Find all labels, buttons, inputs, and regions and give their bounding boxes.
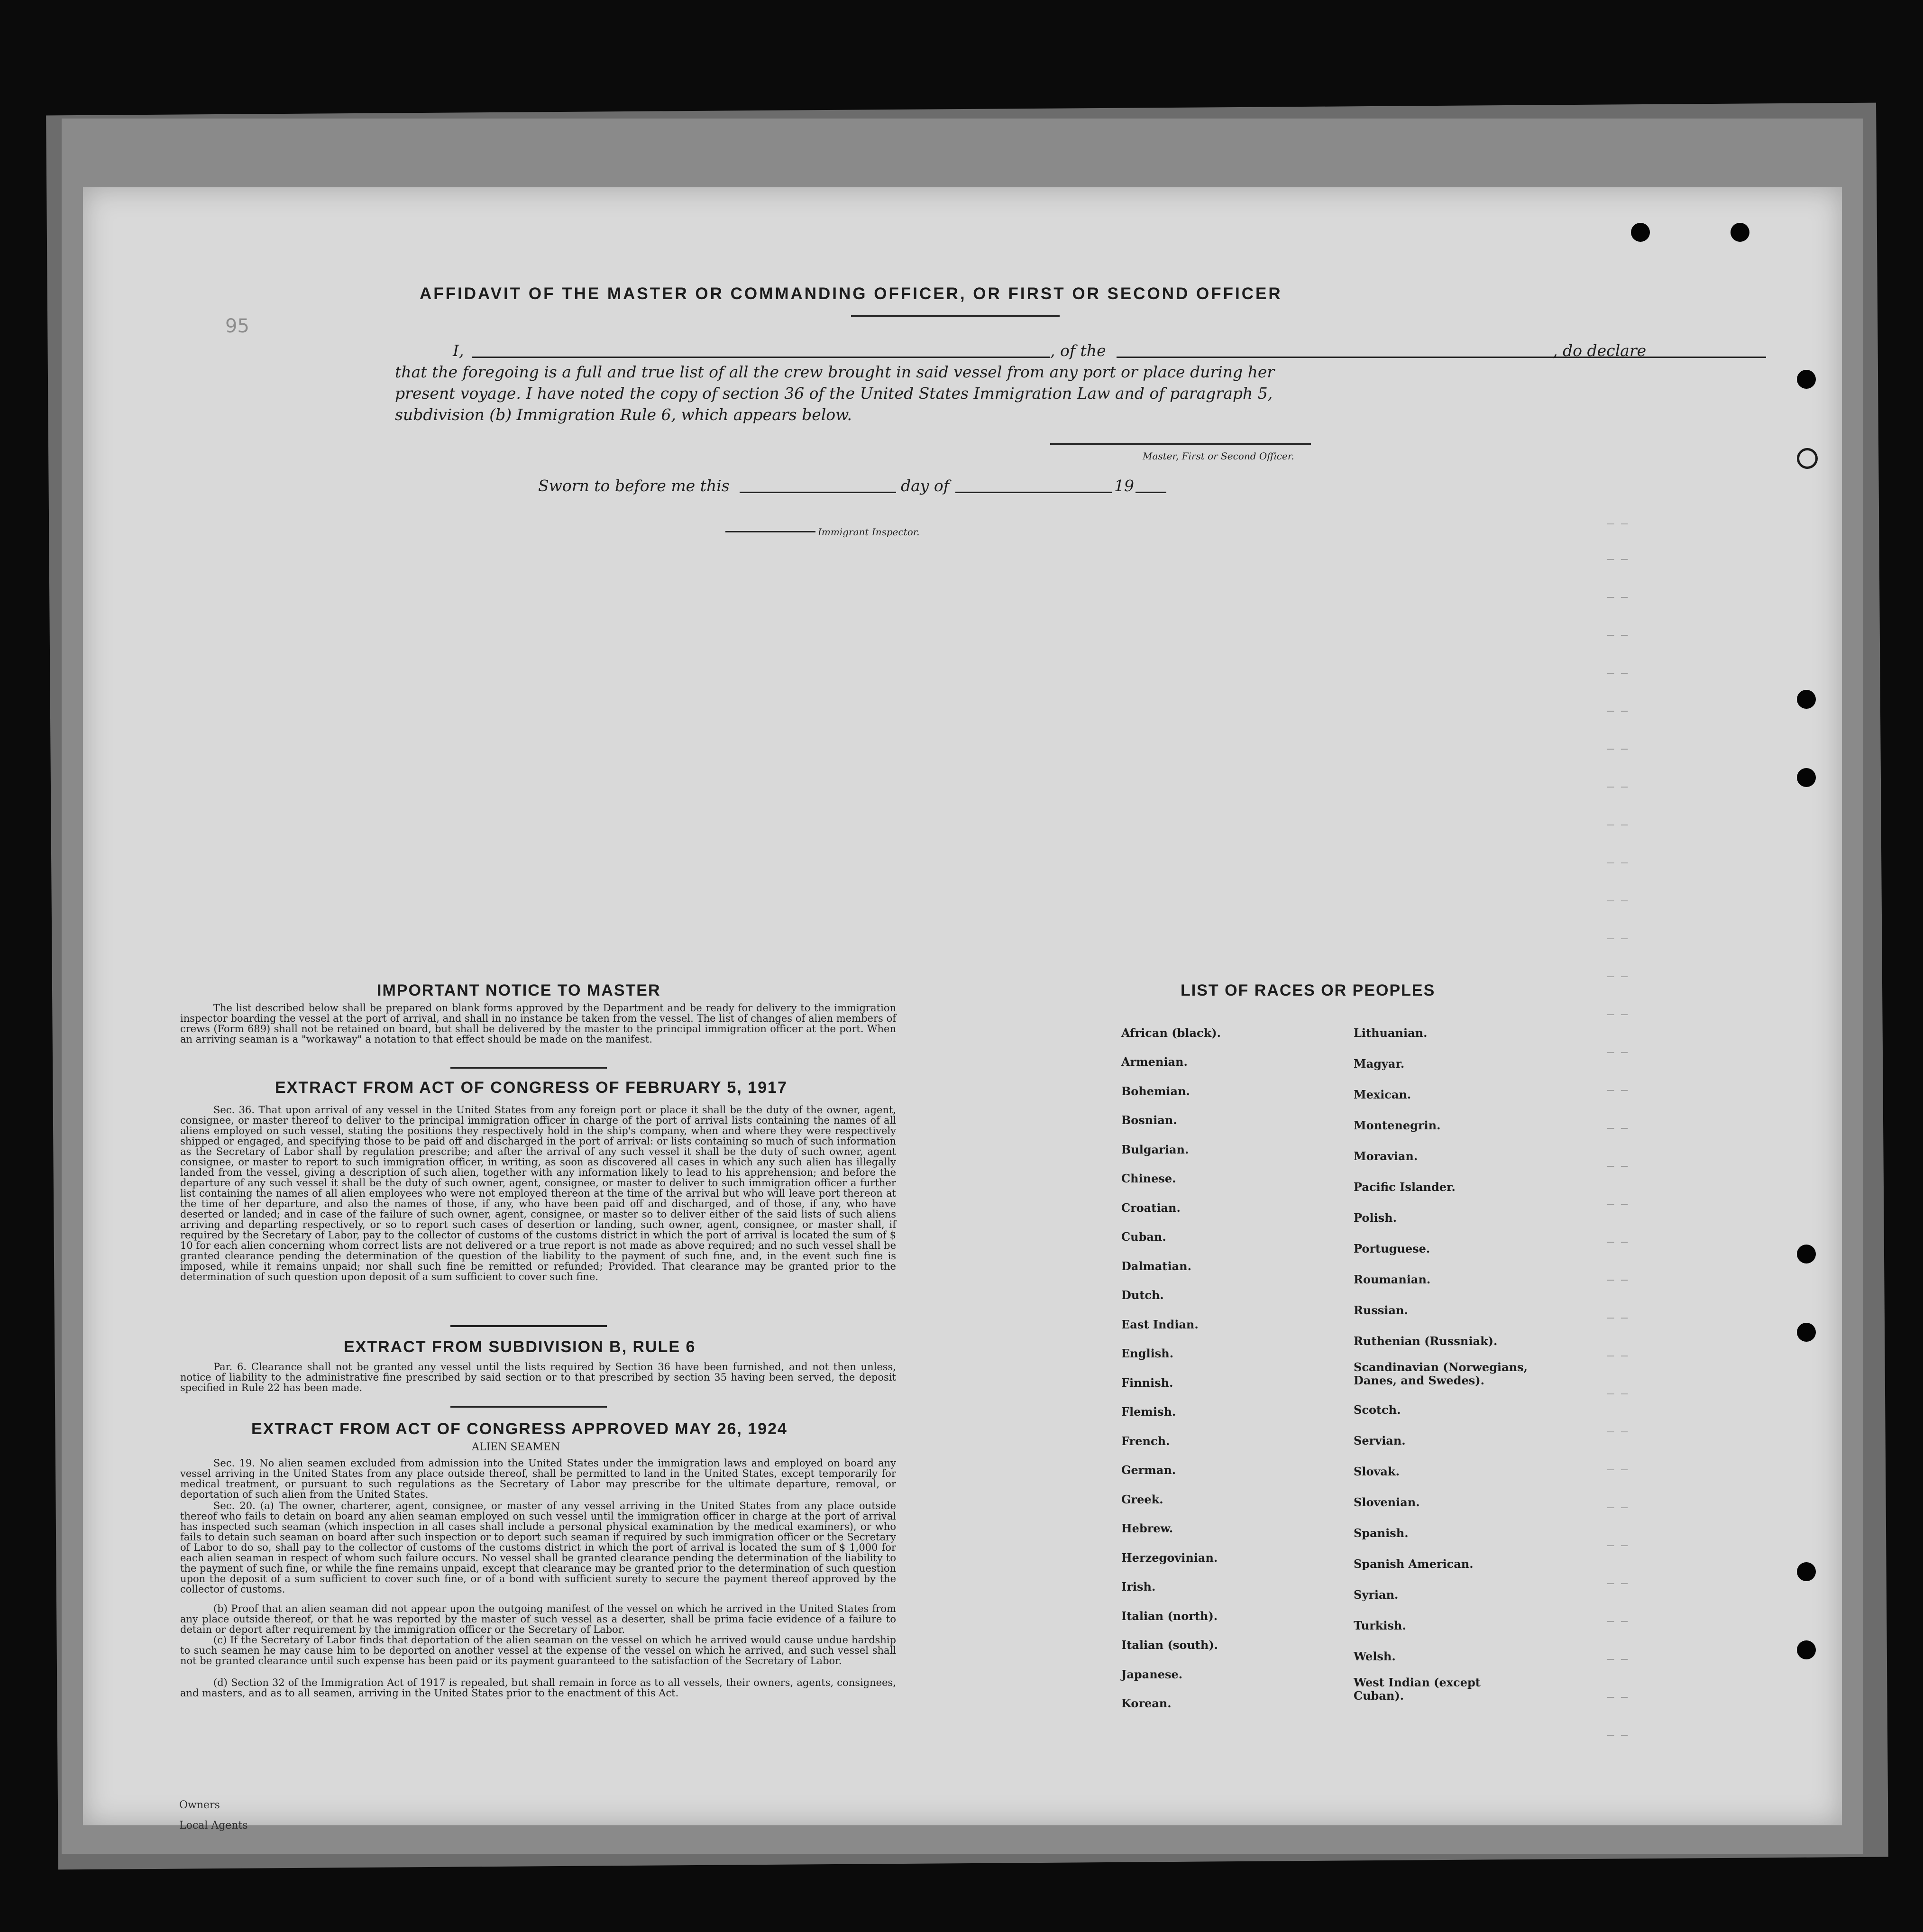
extract-1917-text: Sec. 36. That upon arrival of any vessel in the United States from any foreign port or place it shall be the duty of the owner, agent, consignee, or master thereof to deliver to the principal immigration officer in charge of the port of arrival lists containing the names of all aliens employed on such vessel, stating the positions they respectively hold in the ship's company, when and where they were respectively shipped or engaged, and specifying those to be paid off and discharged in the port of arrival: or lists containing so much of such information as the Secretary of Labor shall by regulation prescribe; and after the arrival of any such vessel it shall be the duty of such owner, agent consignee, or master to report to such immigration officer, in writing, as soon as discovered all cases in which any such alien has illegally landed from the vessel, giving a description of such alien, together with any information likely to lead to his apprehension; and before the departure of any such vessel it shall be the duty of such owner, agent, consignee, or master to deliver to such immigration officer a further list containing the names of all alien employees who were not employed thereon at the time of the arrival but who will leave port thereon at the time of her departure, and also the names of those, if any, who have been paid off and discharged, and of those, if any, who have deserted or landed; and in case of the failure of such owner, agent, consignee, or master so to deliver either of the said lists of such aliens arriving and departing respectively, or so to report such cases of desertion or landing, such owner, agent, consignee, or master shall, if required by the Secretary of Labor, pay to the collector of customs of the customs district in which the port of arrival is located the sum of $ 10 for each alien concerning whom correct lists are not delivered or a true report is not made as above required; and no such vessel shall be granted clearance pending the determination of the question of the liability to the payment of such fine, and, in the event such fine is imposed, while it remains unpaid; nor shall such fine be remitted or refunded; Provided. That clearance may be granted prior to the determination of such question upon deposit of a sum sufficient to cover such fine. [180,1104,896,1282]
extract-1924-sec20d: (d) Section 32 of the Immigration Act of 1917 is repealed, but shall remain in force as to all vessels, their owners, agents, consignees, and masters, and as to all seamen, arriving in the United States prior to the enactment of this Act. [180,1677,896,1699]
sworn-day-field[interactable] [740,492,896,493]
race-item: Slovenian. [1354,1495,1420,1509]
inspector-signature-line[interactable] [725,531,815,532]
affidavit-title: AFFIDAVIT OF THE MASTER OR COMMANDING OFFICER, OR FIRST OR SECOND OFFICER [420,284,1282,303]
race-item: Italian (south). [1121,1638,1218,1652]
race-item: Polish. [1354,1211,1397,1225]
race-item: Spanish American. [1354,1557,1474,1571]
race-item: Magyar. [1354,1057,1405,1071]
affidavit-line-4: subdivision (b) Immigration Rule 6, which appears below. [395,405,852,424]
document-page: – – – – – – – – – – – – – – – – – – – – – – – – – – – – – – – – – – – – – – – – – – – – – – – – – – – – – – – – – – – – – – – – – – 95 AFFIDAVIT OF THE MASTER OR COMMANDING OFFICER, OR FIRST OR SECOND OFFICER I, , of the , do declare that the foregoing is a full and true list of all the crew brought in said vessel from any port or place during her present voyage. I have noted the copy of section 36 of the United States Immigration Law and of paragraph 5, subdivision (b) Immigration Rule 6, which appears below. Master, First or Second Officer. Sworn to before me this day of 19 Immigrant Inspector. IMPORTANT NOTICE TO MASTER The list described below shall be prepared on blank forms approved by the Department and be ready for delivery to the immigration inspector boarding the vessel at the port of arrival, and shall in no instance be taken from the vessel. The list of changes of alien members of crews (Form 689) shall not be retained on board, but shall be delivered by the master to the principal immigration officer at the port. When an arriving seaman is a "workaway" a notation to that effect should be made on the manifest. EXTRACT FROM ACT OF CONGRESS OF FEBRUARY 5, 1917 Sec. 36. That upon arrival of any vessel in the United States from any foreign port or place it shall be the duty of the owner, agent, consignee, or master thereof to deliver to the principal immigration officer in charge of the port of arrival lists containing the names of all aliens employed on such vessel, stating the positions they respectively hold in the ship's company, when and where they were respectively shipped or engaged, and specifying those to be paid off and discharged in the port of arrival: or lists containing so much of such information as the Secretary of Labor shall by regulation prescribe; and after the arrival of any such vessel it shall be the duty of such owner, agent consignee, or master to report to such immigration officer, in writing, as soon as discovered all cases in which any such alien has illegally landed from the vessel, giving a description of such alien, together with any information likely to lead to his apprehension; and before the departure of any such vessel it shall be the duty of such owner, agent, consignee, or master to deliver to such immigration officer a further list containing the names of all alien employees who were not employed thereon at the time of the arrival but who will leave port thereon at the time of her departure, and also the names of those, if any, who have been paid off and discharged, and of those, if any, who have deserted or landed; and in case of the failure of such owner, agent, consignee, or master so to deliver either of the said lists of such aliens arriving and departing respectively, or so to report such cases of desertion or landing, such owner, agent, consignee, or master shall, if required by the Secretary of Labor, pay to the collector of customs of the customs district in which the port of arrival is located the sum of $ 10 for each alien concerning whom correct lists are not delivered or a true report is not made as above required; and no such vessel shall be granted clearance pending the determination of the question of the liability to the payment of such fine, and, in the event such fine is imposed, while it remains unpaid; nor shall such fine be remitted or refunded; Provided. That clearance may be granted prior to the determination of such question upon deposit of a sum sufficient to cover such fine. EXTRACT FROM SUBDIVISION B, RULE 6 Par. 6. Clearance shall not be granted any vessel until the lists required by Section 36 have been furnished, and not then unless, notice of liability to the administrative fine prescribed by said section or to that prescribed by section 35 having been served, the deposit specified in Rule 22 has been made. EXTRACT FROM ACT OF CONGRESS APPROVED MAY 26, 1924 ALIEN SEAMEN Sec. 19. No alien seamen excluded from admission into the United States under the immigration laws and employed on board any vessel arriving in the United States from any place outside thereof, shall be permitted to land in the United States, except temporarily for medical treatment, or pursuant to such regulations as the Secretary of Labor may prescribe for the ultimate departure, removal, or deportation of such alien from the United States. Sec. 20. (a) The owner, charterer, agent, consignee, or master of any vessel arriving in the United States from any place outside thereof who fails to detain on board any alien seaman employed on such vessel until the immigration officer in charge at the port of arrival has inspected such seaman (which inspection in all cases shall include a personal physical examination by the medical examiners), or who fails to detain such seaman on board after such inspection or to deport such seaman if required by such immigration officer or the Secretary of Labor to do so, shall pay to the collector of customs of the customs district in which the port of arrival is located the sum of $ 1,000 for each alien seaman in respect of whom such failure occurs. No vessel shall be granted clearance pending the determination of the liability to the payment of such fine, or while the fine remains unpaid, except that clearance may be granted prior to the determination of such question upon the deposit of a sum sufficient to cover such fine, or of a bond with sufficient surety to secure the payment thereof approved by the collector of customs. (b) Proof that an alien seaman did not appear upon the outgoing manifest of the vessel on which he arrived in the United States from any place outside thereof, or that he was reported by the master of such vessel as a deserter, shall be prima facie evidence of a failure to detain or deport after requirement by the immigration officer or the Secretary of Labor. (c) If the Secretary of Labor finds that deportation of the alien seaman on the vessel on which he arrived would cause undue hardship to such seamen he may cause him to be deported on another vessel at the expense of the vessel on which he arrived, and such vessel shall not be granted clearance until such expense has been paid or its payment guaranteed to the satisfaction of the Secretary of Labor. (d) Section 32 of the Immigration Act of 1917 is repealed, but shall remain in force as to all vessels, their owners, agents, consignees, and masters, and as to all seamen, arriving in the United States prior to the enactment of this Act. LIST OF RACES OR PEOPLES African (black). Armenian. Bohemian. Bosnian. Bulgarian. Chinese. Croatian. Cuban. Dalmatian. Dutch. East Indian. English. Finnish. Flemish. French. German. Greek. Hebrew. Herzegovinian. Irish. Italian (north). Italian (south). Japanese. Korean. Lithuanian. Magyar. Mexican. Montenegrin. Moravian. Pacific Islander. Polish. Portuguese. Roumanian. Russian. Ruthenian (Russniak). Scandinavian (Norwegians, Danes, and Swedes). Scotch. Servian. Slovak. Slovenian. Spanish. Spanish American. Syrian. Turkish. Welsh. West Indian (except Cuban). [83,187,1842,1825]
race-item: Moravian. [1354,1149,1418,1163]
race-item: East Indian. [1121,1318,1199,1331]
race-item: Russian. [1354,1303,1408,1317]
race-item: Lithuanian. [1354,1026,1428,1040]
race-item: Mexican. [1354,1088,1411,1101]
race-item: Roumanian. [1354,1273,1431,1286]
affidavit-line-2: that the foregoing is a full and true list of all the crew brought in said vessel from any port or place during her [395,363,1275,381]
punch-hole [1797,1323,1816,1342]
race-item: Ruthenian (Russniak). [1354,1334,1498,1348]
extract-1924-sec20b: (b) Proof that an alien seaman did not appear upon the outgoing manifest of the vessel on which he arrived in the United States from any place outside thereof, or that he was reported by the master of such vessel as a deserter, shall be prima facie evidence of a failure to detain or deport after requirement by the immigration officer or the Secretary of Labor. [180,1603,896,1635]
extract-1924-subtitle: ALIEN SEAMEN [472,1441,560,1453]
master-name-field[interactable] [472,357,1050,358]
race-item: Italian (north). [1121,1609,1218,1623]
extract-1917-rule [450,1325,607,1327]
race-item: Cuban. [1121,1230,1166,1244]
race-item: Hebrew. [1121,1521,1173,1535]
race-item: Herzegovinian. [1121,1551,1218,1565]
punch-hole [1797,1640,1816,1659]
rule6-text: Par. 6. Clearance shall not be granted any vessel until the lists required by Section 36 have been furnished, and not then unless, notice of liability to the administrative fine prescribed by said section or to that prescribed by section 35 having been served, the deposit specified in Rule 22 has been made. [180,1361,896,1393]
race-item: Syrian. [1354,1588,1399,1602]
race-item: Flemish. [1121,1405,1176,1419]
notice-title: IMPORTANT NOTICE TO MASTER [377,981,661,999]
sworn-day-of-label: day of [901,476,950,495]
punch-hole [1631,223,1650,242]
title-underline [851,315,1060,317]
inspector-caption: Immigrant Inspector. [818,526,920,538]
extract-1924-sec20a: Sec. 20. (a) The owner, charterer, agent, consignee, or master of any vessel arriving in the United States from any place outside thereof who fails to detain on board any alien seaman employed on such vessel until the immigration officer in charge at the port of arrival has inspected such seaman (which inspection in all cases shall include a personal physical examination by the medical examiners), or who fails to detain such seaman on board after such inspection or to deport such seaman if required by such immigration officer or the Secretary of Labor to do so, shall pay to the collector of customs of the customs district in which the port of arrival is located the sum of $ 1,000 for each alien seaman in respect of whom such failure occurs. No vessel shall be granted clearance pending the determination of the liability to the payment of such fine, or while the fine remains unpaid, except that clearance may be granted prior to the determination of such question upon the deposit of a sum sufficient to cover such fine, or of a bond with sufficient surety to secure the payment thereof approved by the collector of customs. [180,1500,896,1595]
punch-hole [1731,223,1749,242]
race-item: Bulgarian. [1121,1143,1189,1156]
race-item: Bosnian. [1121,1113,1177,1127]
race-item: Scotch. [1354,1403,1401,1417]
race-item: German. [1121,1463,1176,1477]
punch-hole [1797,690,1816,709]
race-item: African (black). [1121,1026,1221,1040]
punch-hole [1797,1245,1816,1264]
punch-hole [1797,1562,1816,1581]
notice-text: The list described below shall be prepared on blank forms approved by the Department and be ready for delivery to the immigration inspector boarding the vessel at the port of arrival, and shall in no instance be taken from the vessel. The list of changes of alien members of crews (Form 689) shall not be retained on board, but shall be delivered by the master to the principal immigration officer at the port. When an arriving seaman is a "workaway" a notation to that effect should be made on the manifest. [180,1002,896,1045]
race-item: English. [1121,1346,1174,1360]
vessel-name-field[interactable] [1117,357,1766,358]
race-item: Slovak. [1354,1465,1400,1478]
sworn-line [538,476,1249,498]
extract-1924-title: EXTRACT FROM ACT OF CONGRESS APPROVED MAY 26, 1924 [251,1420,788,1438]
race-item: Japanese. [1121,1667,1183,1681]
race-item: Greek. [1121,1492,1163,1506]
race-item: Turkish. [1354,1619,1406,1632]
master-signature-line[interactable] [1050,443,1311,445]
race-item: Chinese. [1121,1172,1176,1185]
race-item: French. [1121,1434,1170,1448]
race-item: Portuguese. [1354,1242,1430,1255]
local-agents-label: Local Agents [179,1820,248,1831]
race-item: Dalmatian. [1121,1259,1191,1273]
race-item: Scandinavian (Norwegians, Danes, and Swedes). [1354,1360,1528,1387]
races-title: LIST OF RACES OR PEOPLES [1181,981,1436,999]
owners-label: Owners [179,1799,220,1811]
race-item: Armenian. [1121,1055,1188,1069]
race-item: Pacific Islander. [1354,1180,1456,1194]
race-item: Croatian. [1121,1201,1181,1215]
sworn-year-field[interactable] [1135,492,1166,493]
race-item: Bohemian. [1121,1084,1190,1098]
punch-hole [1797,768,1816,787]
race-item: Montenegrin. [1354,1118,1441,1132]
sworn-year-label: 19 [1114,476,1134,495]
affidavit-i-label: I, [453,341,464,360]
affidavit-of-the-label: , of the [1050,341,1106,360]
affidavit-line-3: present voyage. I have noted the copy of section 36 of the United States Immigration Law and of paragraph 5, [395,384,1273,403]
rule6-rule [450,1406,607,1408]
race-item: Irish. [1121,1580,1156,1593]
extract-1924-sec20c: (c) If the Secretary of Labor finds that deportation of the alien seaman on the vessel on which he arrived would cause undue hardship to such seamen he may cause him to be deported on another vessel at the expense of the vessel on which he arrived, and such vessel shall not be granted clearance until such expense has been paid or its payment guaranteed to the satisfaction of the Secretary of Labor. [180,1634,896,1666]
race-item: Servian. [1354,1434,1406,1447]
notice-rule [450,1067,607,1069]
extract-1917-title: EXTRACT FROM ACT OF CONGRESS OF FEBRUARY 5, 1917 [275,1079,788,1097]
sworn-label: Sworn to before me this [538,476,730,495]
margin-number: 95 [225,315,249,337]
race-item: Korean. [1121,1696,1172,1710]
punch-ring [1797,448,1818,469]
race-item: Welsh. [1354,1649,1396,1663]
race-item: West Indian (except Cuban). [1354,1676,1481,1703]
race-item: Finnish. [1121,1376,1173,1390]
punch-hole [1797,370,1816,389]
master-signature-caption: Master, First or Second Officer. [1143,450,1294,462]
race-item: Dutch. [1121,1288,1164,1302]
extract-1924-sec19: Sec. 19. No alien seamen excluded from admission into the United States under the immigration laws and employed on board any vessel arriving in the United States from any place outside thereof, shall be permitted to land in the United States, except temporarily for medical treatment, or pursuant to such regulations as the Secretary of Labor may prescribe for the ultimate departure, removal, or deportation of such alien from the United States. [180,1457,896,1500]
affidavit-line-1 [396,341,1647,363]
race-item: Spanish. [1354,1526,1409,1540]
rule6-title: EXTRACT FROM SUBDIVISION B, RULE 6 [344,1338,696,1356]
affidavit-declare-label: , do declare [1553,341,1647,360]
sworn-month-field[interactable] [955,492,1112,493]
